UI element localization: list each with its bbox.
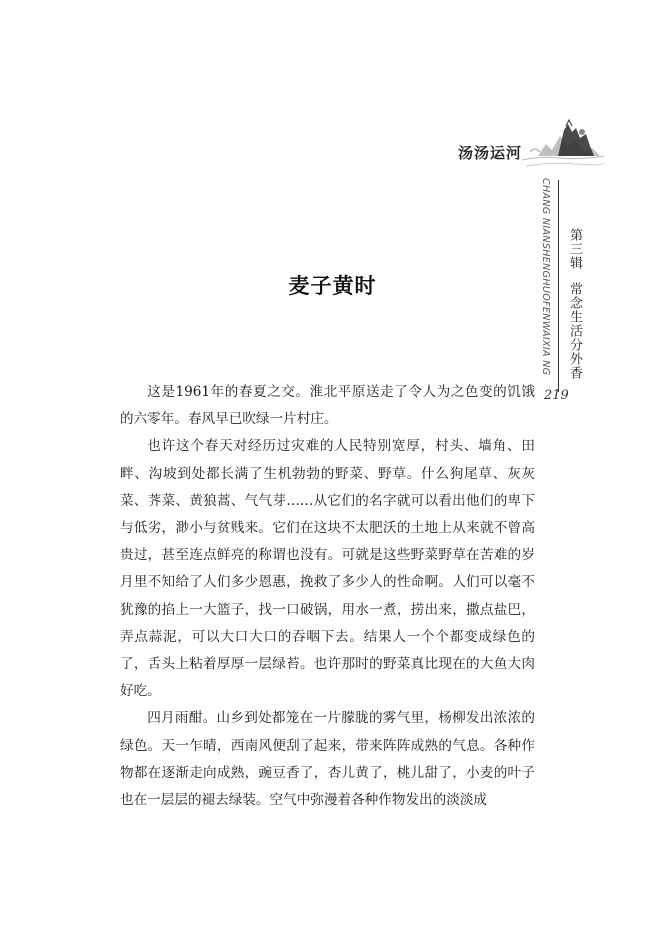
body-text [120, 379, 535, 814]
section-label: 第三辑 [567, 228, 582, 270]
section-vertical-label [565, 228, 584, 380]
ink-landscape-icon [520, 116, 605, 176]
page-number: 219 [544, 388, 569, 403]
paragraph: 四月雨酣。山乡到处都笼在一片朦胧的雾气里，杨柳发出浓浓的绿色。天一乍晴，西南风便刮了起来，带来阵阵成熟的气息。各种作物都在逐渐走向成熟，豌豆香了，杏儿黄了，桃儿甜了，小麦的叶子也在一层层的褪去绿装。空气中弥漫着各种作物发出的淡淡成 [120, 710, 535, 809]
section-title: 常念生活分外香 [567, 282, 582, 380]
book-title: 汤汤运河 [458, 144, 523, 162]
paragraph: 这是1961年的春夏之交。淮北平原送走了令人为之色变的饥饿的六零年。春风早已吹绿一片村庄。 [120, 384, 535, 428]
pinyin-vertical-text: CHANG NIANSHENGHUOFENWAIXIA NG [540, 178, 551, 376]
chapter-title: 麦子黄时 [288, 274, 377, 298]
paragraph: 也许这个春天对经历过灾难的人民特别宽厚，村头、墙角、田畔、沟坡到处都长满了生机勃勃的野菜、野草。什么狗尾草、灰灰菜、荠菜、黄狼蒿、气气芽……从它们的名字就可以看出他们的卑下与低劣，渺小与贫贱来。它们在这块不太肥沃的土地上从来就不曾高贵过，甚至连点鲜亮的称谓也没有。可就是这些野菜野草在苦难的岁月里不知给了人们多少恩惠，挽救了多少人的性命啊。人们可以毫不犹豫的掐上一大篮子，找一口破锅，用水一煮，捞出来，撒点盐巴，弄点蒜泥，可以大口大口的吞咽下去。结果人一个个都变成绿色的了，舌头上粘着厚厚一层绿苔。也许那时的野菜真比现在的大鱼大肉好吃。 [120, 438, 535, 700]
